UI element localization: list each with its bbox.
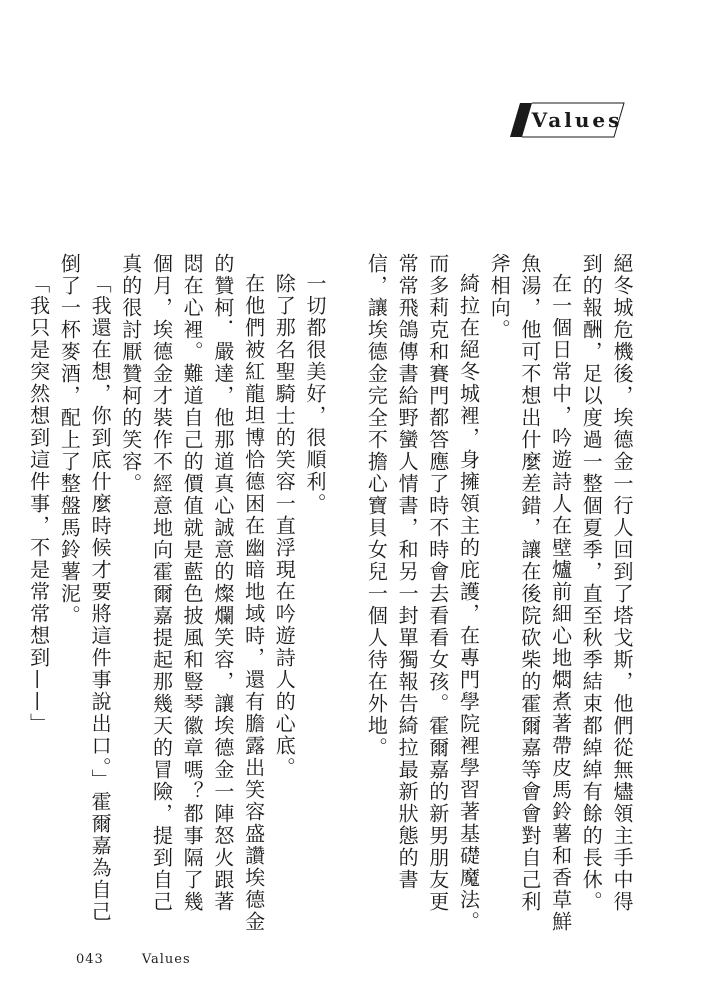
- page-footer: [76, 952, 191, 967]
- paragraph: 除了那名聖騎士的笑容一直浮現在吟遊詩人的心底。: [272, 273, 297, 779]
- paragraph: 一切都很美好，很順利。: [302, 273, 327, 515]
- body-text: [26, 253, 637, 933]
- footer-title: Values: [141, 952, 191, 967]
- paragraph: 絕冬城危機後，埃德金一行人回到了塔戈斯，他們從無燼領主手中得到的報酬，足以度過一整個夏季，直至秋季結束都綽綽有餘的長休。: [579, 253, 634, 913]
- page-number: 043: [76, 952, 104, 967]
- header-black-slash: [510, 103, 532, 137]
- paragraph: 「我還在想，你到底什麼時候才要將這件事說出口。」霍爾嘉為自己倒了一杯麥酒，配上了整盤馬鈴薯泥。: [57, 253, 113, 923]
- chapter-title: Values: [531, 108, 623, 132]
- chapter-header: [510, 103, 624, 137]
- paragraph: 綺拉在絕冬城裡，身擁領主的庇護，在專門學院裡學習著基礎魔法。而多莉克和賽門都答應了時不時會去看看女孩。霍爾嘉的新男朋友更常常飛鴿傳書給野蠻人情書，和另一封單獨報告綺拉最新狀態的書信，讓埃德金完全不擔心寶貝女兒一個人待在外地。: [364, 253, 481, 933]
- paragraph: 在他們被紅龍坦博恰德困在幽暗地域時，還有膽露出笑容盛讚埃德金的贊柯．嚴達，他那道真心誠意的燦爛笑容，讓埃德金一陣怒火跟著悶在心裡。難道自己的價值就是藍色披風和豎琴徽章嗎？都事隔了幾個月，埃德金才裝作不經意地向霍爾嘉提起那幾天的冒險，提到自己真的很討厭贊柯的笑容。: [118, 253, 266, 933]
- paragraph: 「我只是突然想到這件事，不是常常想到——」: [26, 273, 51, 735]
- paragraph: 在一個日常中，吟遊詩人在壁爐前細心地燜煮著帶皮馬鈴薯和香草鮮魚湯，他可不想出什麼差錯，讓在後院砍柴的霍爾嘉等會會對自己利斧相向。: [487, 253, 573, 933]
